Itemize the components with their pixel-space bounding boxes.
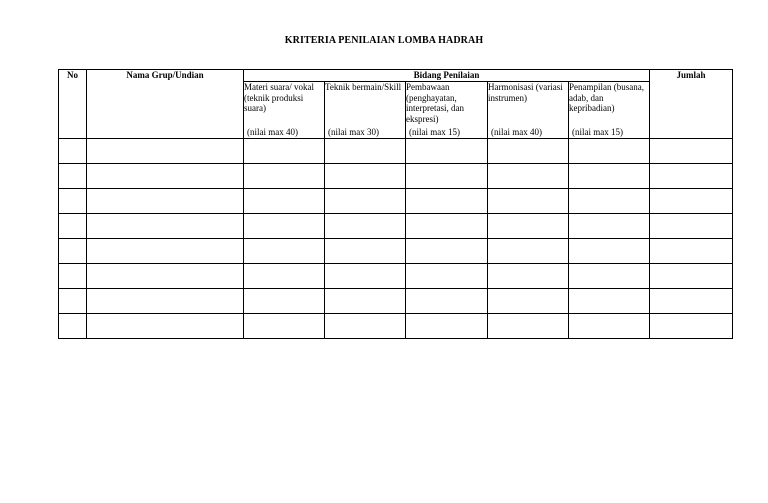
cell-no <box>59 164 87 189</box>
cell-jumlah <box>650 164 733 189</box>
cell-nama <box>87 239 244 264</box>
cell-score <box>406 189 488 214</box>
cell-score <box>569 239 650 264</box>
cell-score <box>325 164 406 189</box>
criterion-header <box>325 82 406 139</box>
criterion-header <box>488 82 569 139</box>
cell-score <box>325 239 406 264</box>
cell-score <box>325 189 406 214</box>
cell-no <box>59 239 87 264</box>
criterion-header <box>406 82 488 139</box>
cell-score <box>244 264 325 289</box>
table-row <box>59 189 733 214</box>
cell-score <box>488 189 569 214</box>
cell-score <box>488 239 569 264</box>
cell-score <box>406 139 488 164</box>
header-bidang-penilaian: Bidang Penilaian <box>244 70 650 82</box>
cell-score <box>488 214 569 239</box>
table-row <box>59 164 733 189</box>
scoring-table <box>58 69 733 339</box>
cell-score <box>488 289 569 314</box>
cell-jumlah <box>650 289 733 314</box>
cell-score <box>244 139 325 164</box>
table-row <box>59 239 733 264</box>
cell-score <box>569 164 650 189</box>
cell-nama <box>87 189 244 214</box>
cell-no <box>59 139 87 164</box>
criterion-name: Penampilan (busana, adab, dan kepribadian) <box>569 82 644 113</box>
criterion-max: (nilai max 30) <box>328 127 379 137</box>
cell-score <box>325 314 406 339</box>
criterion-max: (nilai max 40) <box>247 127 298 137</box>
cell-jumlah <box>650 189 733 214</box>
cell-score <box>325 139 406 164</box>
cell-no <box>59 314 87 339</box>
cell-nama <box>87 264 244 289</box>
cell-nama <box>87 314 244 339</box>
criterion-max: (nilai max 15) <box>572 127 623 137</box>
criterion-max: (nilai max 40) <box>491 127 542 137</box>
cell-jumlah <box>650 239 733 264</box>
cell-score <box>244 189 325 214</box>
header-jumlah: Jumlah <box>650 70 733 139</box>
cell-score <box>406 164 488 189</box>
cell-score <box>244 214 325 239</box>
table-row <box>59 264 733 289</box>
cell-jumlah <box>650 139 733 164</box>
cell-no <box>59 264 87 289</box>
cell-jumlah <box>650 214 733 239</box>
cell-score <box>406 314 488 339</box>
cell-jumlah <box>650 264 733 289</box>
document-title: KRITERIA PENILAIAN LOMBA HADRAH <box>284 35 484 46</box>
table-row <box>59 214 733 239</box>
header-no: No <box>59 70 87 139</box>
cell-score <box>569 214 650 239</box>
cell-score <box>488 139 569 164</box>
cell-score <box>406 239 488 264</box>
cell-nama <box>87 289 244 314</box>
cell-score <box>569 264 650 289</box>
cell-score <box>406 214 488 239</box>
cell-score <box>569 189 650 214</box>
cell-score <box>569 289 650 314</box>
cell-score <box>325 214 406 239</box>
cell-nama <box>87 214 244 239</box>
cell-score <box>244 164 325 189</box>
cell-nama <box>87 164 244 189</box>
cell-score <box>244 289 325 314</box>
cell-jumlah <box>650 314 733 339</box>
cell-score <box>488 314 569 339</box>
cell-score <box>325 264 406 289</box>
criterion-name: Pembawaan (penghayatan, interpretasi, dan ekspresi) <box>406 82 464 124</box>
cell-no <box>59 289 87 314</box>
cell-score <box>569 314 650 339</box>
header-nama-grup: Nama Grup/Undian <box>87 70 244 139</box>
criterion-header <box>569 82 650 139</box>
cell-score <box>488 264 569 289</box>
cell-no <box>59 189 87 214</box>
criterion-name: Harmonisasi (variasi instrumen) <box>488 82 563 103</box>
criterion-header <box>244 82 325 139</box>
table-row <box>59 314 733 339</box>
table-row <box>59 289 733 314</box>
cell-score <box>406 289 488 314</box>
criterion-max: (nilai max 15) <box>409 127 460 137</box>
criterion-name: Teknik bermain/Skill <box>325 82 402 92</box>
cell-no <box>59 214 87 239</box>
cell-score <box>244 314 325 339</box>
cell-score <box>244 239 325 264</box>
cell-score <box>569 139 650 164</box>
criterion-name: Materi suara/ vokal (teknik produksi suara) <box>244 82 314 113</box>
cell-score <box>325 289 406 314</box>
table-row <box>59 139 733 164</box>
cell-nama <box>87 139 244 164</box>
cell-score <box>406 264 488 289</box>
cell-score <box>488 164 569 189</box>
